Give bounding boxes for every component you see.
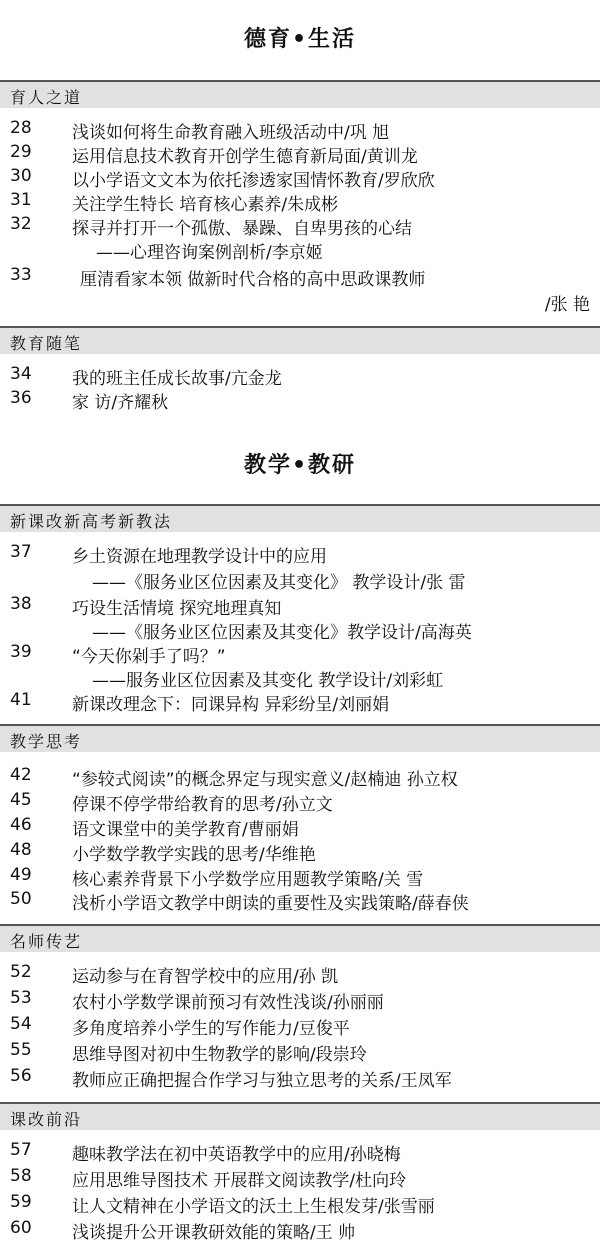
toc-entry[interactable] — [0, 815, 600, 838]
toc-entry[interactable] — [0, 840, 600, 863]
page-number: 58 — [10, 1166, 32, 1186]
toc-entry[interactable] — [0, 889, 600, 912]
page-number: 42 — [10, 765, 32, 785]
entry-title: 家 访/齐耀秋 — [72, 393, 169, 413]
toc-entry[interactable] — [0, 265, 600, 288]
entry-title: 我的班主任成长故事/亢金龙 — [72, 369, 282, 389]
entry-title: “今天你剁手了吗？” — [72, 647, 226, 667]
page-title-teaching: 教学•教研 — [243, 453, 357, 478]
toc-entry[interactable] — [0, 1066, 600, 1089]
entry-title: 厘清看家本领 做新时代合格的高中思政课教师 — [80, 270, 426, 290]
toc-entry-subtitle — [0, 666, 600, 689]
page-number: 48 — [10, 840, 32, 860]
entry-title: 让人文精神在小学语文的沃土上生根发芽/张雪丽 — [72, 1197, 435, 1217]
section-header — [0, 326, 600, 354]
entry-author: /张 艳 — [544, 295, 590, 315]
toc-entry[interactable] — [0, 988, 600, 1011]
toc-entry[interactable] — [0, 1218, 600, 1241]
entry-subtitle: ——《服务业区位因素及其变化》 教学设计/张 雷 — [92, 573, 466, 593]
page-number: 57 — [10, 1140, 32, 1160]
section-title: 教育随笔 — [10, 334, 83, 353]
page-number: 28 — [10, 118, 32, 138]
toc-entry[interactable] — [0, 118, 600, 141]
entry-title: 新课改理念下：同课异构 异彩纷呈/刘丽娟 — [72, 695, 390, 715]
toc-entry[interactable] — [0, 594, 600, 617]
entry-title: 乡土资源在地理教学设计中的应用 — [72, 547, 327, 567]
toc-entry-subtitle — [0, 238, 600, 261]
entry-subtitle: ——《服务业区位因素及其变化》教学设计/高海英 — [92, 623, 472, 643]
page-number: 38 — [10, 594, 32, 614]
page-number: 39 — [10, 642, 32, 662]
entry-title: 趣味教学法在初中英语教学中的应用/孙晓梅 — [72, 1145, 401, 1165]
section-header — [0, 724, 600, 752]
entry-title: 浅谈提升公开课教研效能的策略/王 帅 — [72, 1223, 356, 1243]
section-header — [0, 504, 600, 532]
toc-entry[interactable] — [0, 962, 600, 985]
page-number: 59 — [10, 1192, 32, 1212]
section-header — [0, 80, 600, 108]
entry-title: 思维导图对初中生物教学的影响/段崇玲 — [72, 1045, 367, 1065]
section-header — [0, 924, 600, 952]
entry-title: 教师应正确把握合作学习与独立思考的关系/王凤军 — [72, 1071, 452, 1091]
entry-title: 以小学语文文本为依托渗透家国情怀教育/罗欣欣 — [72, 171, 435, 191]
toc-entry-subtitle — [0, 618, 600, 641]
toc-entry[interactable] — [0, 166, 600, 189]
page-number: 55 — [10, 1040, 32, 1060]
page-number: 53 — [10, 988, 32, 1008]
entry-subtitle: ——心理咨询案例剖析/李京姬 — [96, 243, 323, 263]
page-number: 37 — [10, 542, 32, 562]
section-title: 新课改新高考新教法 — [10, 512, 173, 531]
page-number: 45 — [10, 790, 32, 810]
entry-title: 浅析小学语文教学中朗读的重要性及实践策略/薛春侠 — [72, 894, 469, 914]
entry-title: 核心素养背景下小学数学应用题教学策略/关 雪 — [72, 870, 424, 890]
page-number: 32 — [10, 214, 32, 234]
page-number: 36 — [10, 388, 32, 408]
entry-title: 多角度培养小学生的写作能力/豆俊平 — [72, 1019, 350, 1039]
entry-title: 探寻并打开一个孤傲、暴躁、自卑男孩的心结 — [72, 219, 412, 239]
toc-entry-author — [0, 290, 600, 313]
toc-entry[interactable] — [0, 214, 600, 237]
toc-entry[interactable] — [0, 142, 600, 165]
entry-title: 巧设生活情境 探究地理真知 — [72, 599, 282, 619]
page-number: 56 — [10, 1066, 32, 1086]
entry-title: 浅谈如何将生命教育融入班级活动中/巩 旭 — [72, 123, 390, 143]
section-title: 教学思考 — [10, 732, 83, 751]
toc-entry[interactable] — [0, 1014, 600, 1037]
entry-title: “参较式阅读”的概念界定与现实意义/赵楠迪 孙立权 — [72, 770, 458, 790]
page-number: 46 — [10, 815, 32, 835]
entry-title: 关注学生特长 培育核心素养/朱成彬 — [72, 195, 339, 215]
section-header — [0, 1102, 600, 1130]
entry-title: 停课不停学带给教育的思考/孙立文 — [72, 795, 333, 815]
page-title-moral: 德育•生活 — [243, 27, 357, 52]
toc-entry[interactable] — [0, 765, 600, 788]
toc-entry[interactable] — [0, 865, 600, 888]
toc-entry[interactable] — [0, 542, 600, 565]
toc-entry[interactable] — [0, 790, 600, 813]
entry-title: 农村小学数学课前预习有效性浅谈/孙丽丽 — [72, 993, 384, 1013]
toc-entry[interactable] — [0, 364, 600, 387]
toc-entry[interactable] — [0, 642, 600, 665]
page-number: 54 — [10, 1014, 32, 1034]
toc-entry[interactable] — [0, 1166, 600, 1189]
toc-entry-subtitle — [0, 568, 600, 591]
entry-title: 语文课堂中的美学教育/曹丽娟 — [72, 820, 299, 840]
toc-entry[interactable] — [0, 1140, 600, 1163]
entry-subtitle: ——服务业区位因素及其变化 教学设计/刘彩虹 — [92, 671, 444, 691]
page-number: 49 — [10, 865, 32, 885]
entry-title: 运动参与在育智学校中的应用/孙 凯 — [72, 967, 339, 987]
page-number: 29 — [10, 142, 32, 162]
page-number: 30 — [10, 166, 32, 186]
page-number: 41 — [10, 690, 32, 710]
section-title: 名师传艺 — [10, 932, 83, 951]
entry-title: 应用思维导图技术 开展群文阅读教学/杜向玲 — [72, 1171, 407, 1191]
page-number: 31 — [10, 190, 32, 210]
toc-entry[interactable] — [0, 190, 600, 213]
toc-entry[interactable] — [0, 1040, 600, 1063]
toc-entry[interactable] — [0, 690, 600, 713]
entry-title: 小学数学教学实践的思考/华维艳 — [72, 845, 316, 865]
page-number: 52 — [10, 962, 32, 982]
entry-title: 运用信息技术教育开创学生德育新局面/黄训龙 — [72, 147, 418, 167]
page-number: 60 — [10, 1218, 32, 1238]
page-number: 33 — [10, 265, 32, 285]
page-number: 50 — [10, 889, 32, 909]
section-title: 课改前沿 — [10, 1110, 83, 1129]
toc-entry[interactable] — [0, 388, 600, 411]
page-number: 34 — [10, 364, 32, 384]
section-title: 育人之道 — [10, 88, 83, 107]
toc-entry[interactable] — [0, 1192, 600, 1215]
